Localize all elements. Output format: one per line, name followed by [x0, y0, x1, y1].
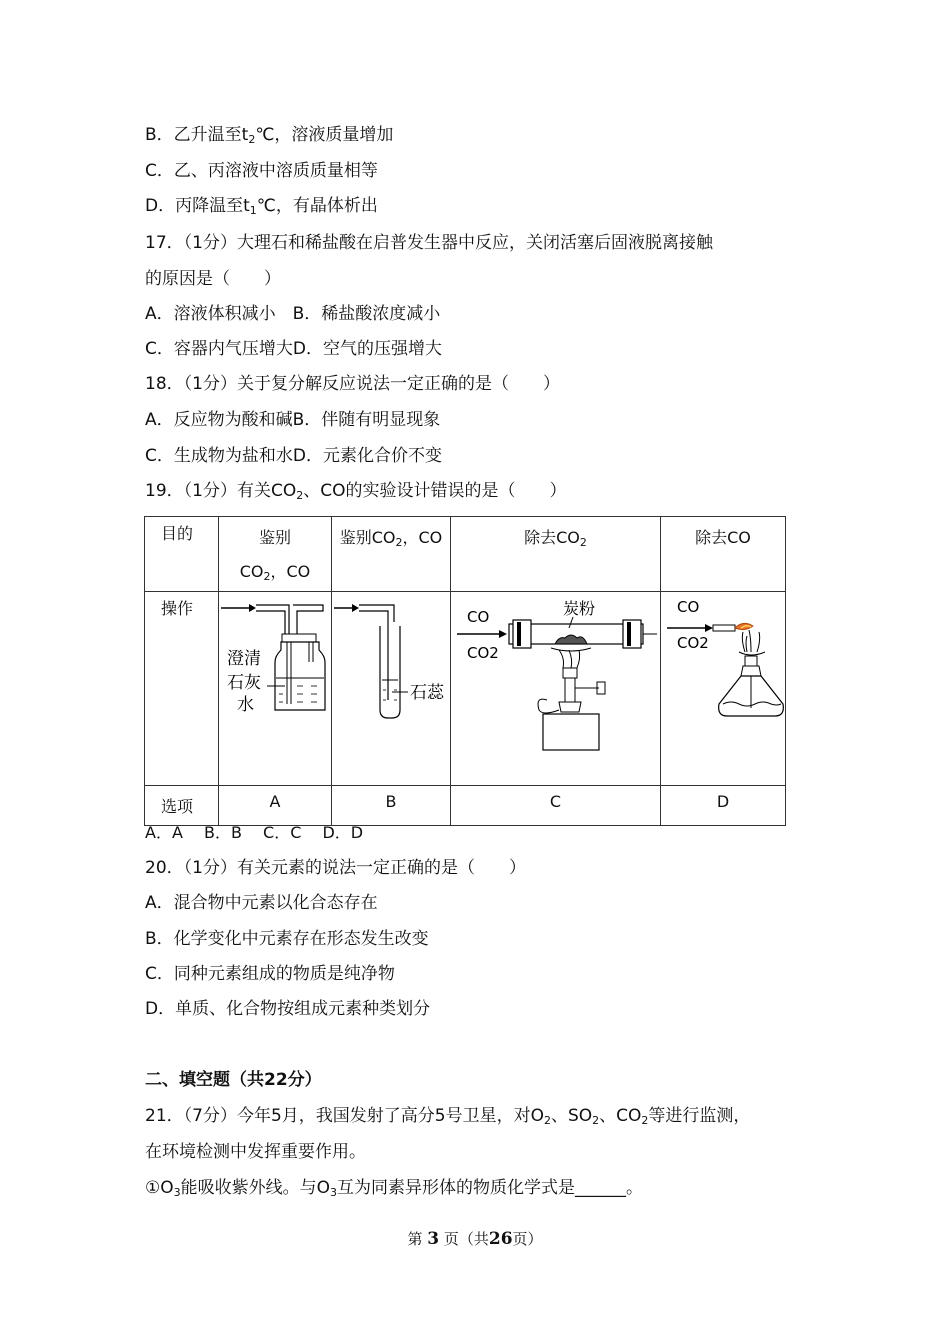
figure-c-combustion-tube — [451, 592, 660, 781]
q21-sub1: $①O_3$能吸收紫外线。与$O_3$互为同素异形体的物质化学式是______。 — [145, 1178, 644, 1199]
q18-stem: 18．（1分）关于复分解反应说法一定正确的是（ ） — [145, 374, 560, 394]
q19-answer-options: A．A B．B C．C D．D — [145, 823, 364, 842]
purpose-c: 除去$CO_2$ — [524, 528, 587, 549]
figure-b-label: 石蕊 — [410, 683, 444, 703]
figure-c-label-co2: CO2 — [467, 644, 499, 662]
option-b-cell — [332, 786, 451, 826]
q17-stem-cont: 的原因是（ ） — [145, 269, 281, 289]
figure-a-cell — [219, 592, 332, 786]
purpose-a — [219, 517, 331, 589]
figure-b-test-tube — [332, 592, 450, 781]
operation-label-cell — [145, 592, 219, 786]
q20-option-d: D．单质、化合物按组成元素种类划分 — [145, 999, 431, 1019]
figure-d-label-co2: CO2 — [677, 634, 709, 652]
option-c: C — [549, 792, 562, 811]
q19-stem: 19．（1分）有关$CO_2$、CO的实验设计错误的是（ ） — [145, 481, 567, 502]
purpose-d-cell — [661, 517, 786, 592]
option-d: D — [716, 792, 730, 811]
option-a-cell — [219, 786, 332, 826]
table-row-options — [145, 786, 786, 826]
operation-label: 操作 — [161, 599, 194, 618]
q19-experiment-table — [144, 516, 786, 826]
purpose-a-line1: 鉴别 — [258, 528, 291, 547]
q20-option-b: B．化学变化中元素存在形态发生改变 — [145, 929, 429, 949]
purpose-b: 鉴别$CO_2$，CO — [339, 528, 443, 549]
purpose-d: 除去CO — [695, 528, 751, 547]
q20-option-c: C．同种元素组成的物质是纯净物 — [145, 964, 395, 984]
option-b: B — [385, 792, 397, 811]
figure-c-label-co: CO — [467, 608, 490, 626]
figure-a-label-2: 石灰 — [227, 673, 261, 693]
purpose-a-line2: $CO_2$，CO — [239, 562, 311, 583]
section-title: 二、填空题（共22分） — [145, 1070, 322, 1090]
option-c-cell — [451, 786, 661, 826]
option-a: A — [269, 792, 281, 811]
figure-c-label-carbon: 炭粉 — [563, 599, 596, 618]
figure-c-cell — [451, 592, 661, 786]
figure-d-burner — [661, 592, 785, 781]
q18-options-cd: C．生成物为盐和水D．元素化合价不变 — [145, 446, 442, 466]
purpose-label-cell — [145, 517, 219, 592]
figure-d-cell — [661, 592, 786, 786]
q21-stem-cont: 在环境检测中发挥重要作用。 — [145, 1142, 366, 1162]
q17-options-ab: A．溶液体积减小 B．稀盐酸浓度减小 — [145, 304, 441, 324]
q17-options-cd: C．容器内气压增大D．空气的压强增大 — [145, 339, 442, 359]
option-label: 选项 — [161, 797, 194, 816]
table-row-operation — [145, 592, 786, 786]
option-label-cell — [145, 786, 219, 826]
figure-a-label-3: 水 — [237, 695, 254, 715]
q20-stem: 20．（1分）有关元素的说法一定正确的是（ ） — [145, 858, 526, 878]
table-row-purpose — [145, 517, 786, 592]
purpose-a-cell — [219, 517, 332, 592]
q20-option-a: A．混合物中元素以化合态存在 — [145, 893, 378, 913]
purpose-c-cell — [451, 517, 661, 592]
q16-option-b: B．乙升温至$t_2℃$，溶液质量增加 — [145, 125, 394, 146]
figure-b-cell — [332, 592, 451, 786]
q16-option-c: C．乙、丙溶液中溶质质量相等 — [145, 161, 378, 181]
purpose-b-cell — [332, 517, 451, 592]
figure-d-label-co: CO — [677, 598, 700, 616]
figure-a-gas-washing-bottle — [219, 592, 331, 781]
q18-options-ab: A．反应物为酸和碱B．伴随有明显现象 — [145, 410, 441, 430]
q17-stem: 17．（1分）大理石和稀盐酸在启普发生器中反应，关闭活塞后固液脱离接触 — [145, 233, 713, 253]
option-d-cell — [661, 786, 786, 826]
page-footer: 第 3 页（共26页） — [407, 1229, 543, 1249]
q16-option-d: D．丙降温至$t_1℃$，有晶体析出 — [145, 196, 378, 217]
purpose-label: 目的 — [161, 524, 194, 543]
figure-a-label-1: 澄清 — [227, 649, 261, 669]
q21-stem: 21．（7分）今年5月，我国发射了高分5号卫星，对$O_2$、$SO_2$、$CO_2$等进行监测， — [145, 1106, 751, 1127]
